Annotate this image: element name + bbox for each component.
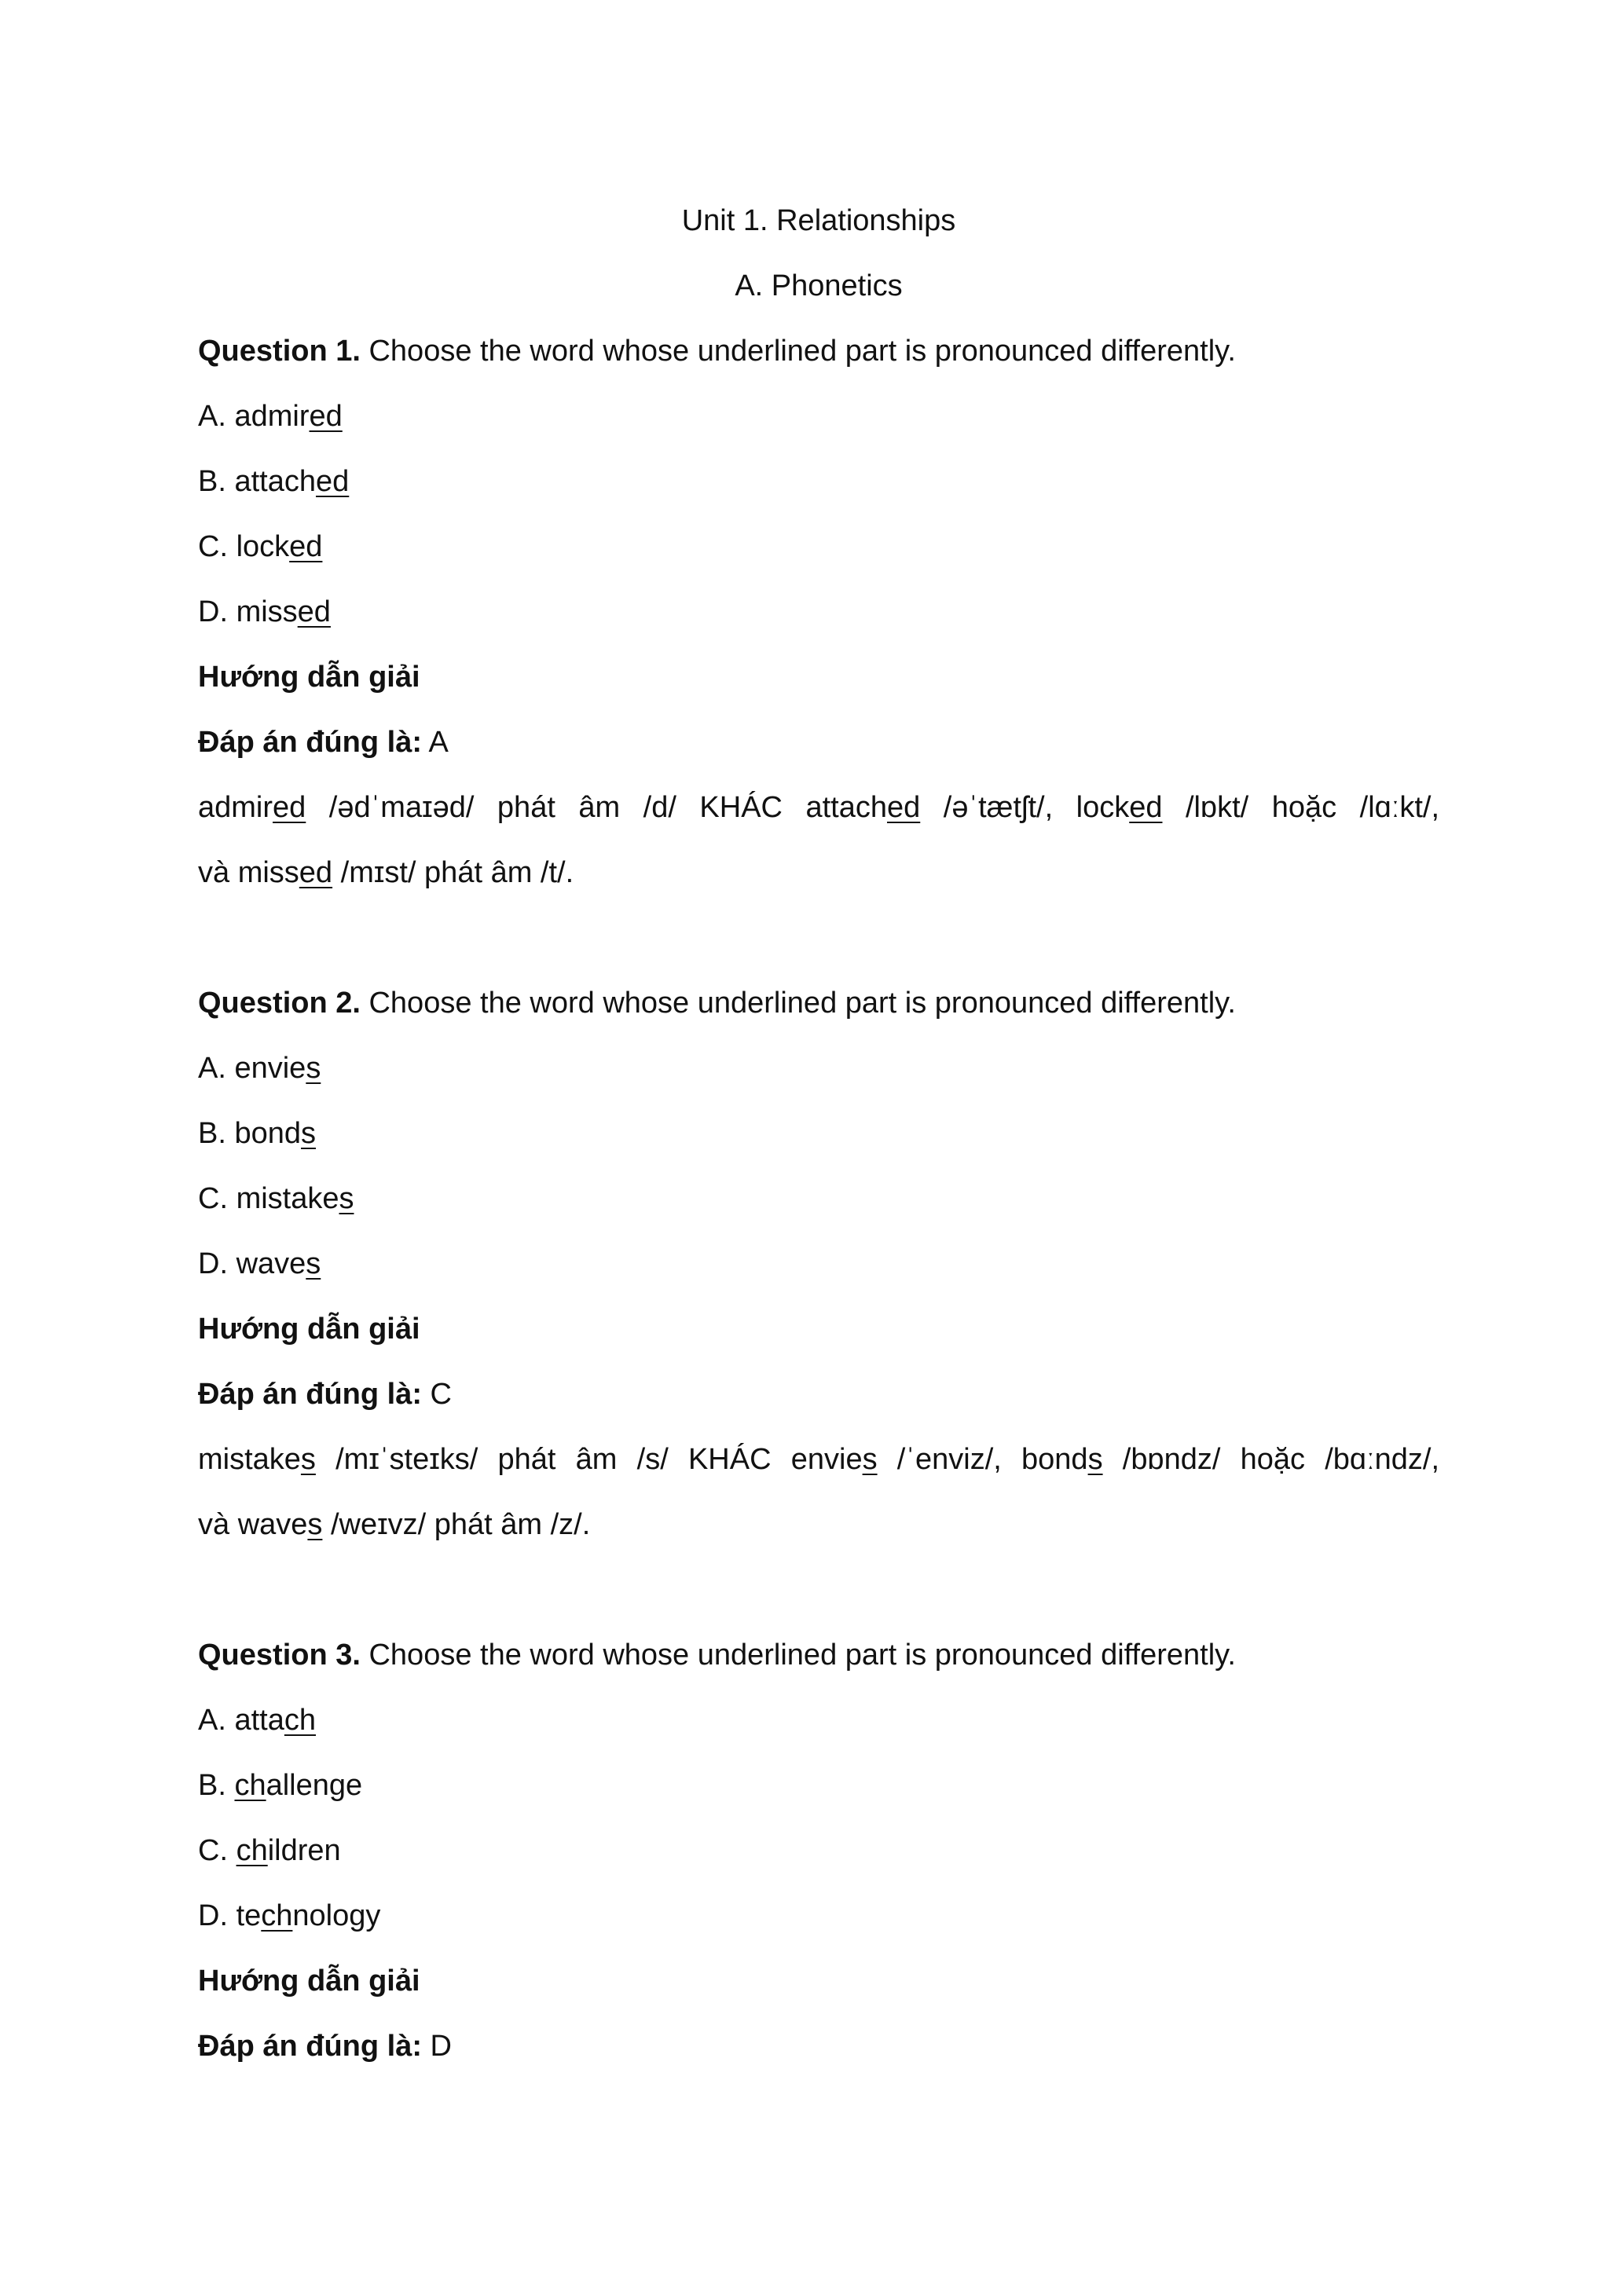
question-text: Choose the word whose underlined part is pronounced differently. (360, 987, 1236, 1020)
option-underlined-part: s (301, 1117, 317, 1150)
answer-option (198, 1101, 1439, 1166)
option-word-start: mistake (236, 1182, 339, 1215)
option-letter: A. (198, 1704, 235, 1737)
explanation-line (198, 1492, 1439, 1558)
answer-option (198, 1166, 1439, 1232)
solution-heading: Hướng dẫn giải (198, 1965, 420, 1998)
option-underlined-part: ed (316, 465, 350, 498)
option-word-start: bond (234, 1117, 302, 1150)
explanation-text: admir (198, 791, 273, 824)
option-underlined-part: ch (284, 1704, 316, 1737)
option-word-start: admir (234, 400, 310, 433)
option-letter: D. (198, 1899, 236, 1932)
explanation-underlined: ed (299, 856, 333, 889)
explanation-line (198, 1427, 1439, 1492)
answer-option (198, 449, 1439, 514)
option-word-start: attach (234, 465, 316, 498)
question-prompt (198, 1623, 1439, 1688)
answer-label: Đáp án đúng là: (198, 726, 422, 759)
option-underlined-part: s (339, 1182, 354, 1215)
explanation-text: /bɒndz/ hoặc /bɑːndz/, (1102, 1443, 1440, 1476)
option-letter: A. (198, 1052, 235, 1085)
question-label: Question 1. (198, 335, 361, 368)
correct-answer (198, 710, 1439, 775)
answer-option (198, 1036, 1439, 1101)
option-letter: B. (198, 1769, 235, 1802)
question-list (198, 319, 1439, 2079)
explanation-text: mistake (198, 1443, 301, 1476)
explanation-underlined: ed (1129, 791, 1163, 824)
spacer (198, 906, 1439, 971)
document-page (198, 189, 1439, 2079)
option-word-start: lock (236, 530, 290, 563)
answer-option (198, 1688, 1439, 1753)
question-block (198, 319, 1439, 971)
answer-label: Đáp án đúng là: (198, 1378, 422, 1411)
option-word-end: ildren (267, 1834, 341, 1867)
option-underlined-part: ed (289, 530, 323, 563)
explanation-text: /mɪˈsteɪks/ phát âm /s/ KHÁC envie (315, 1443, 863, 1476)
question-text: Choose the word whose underlined part is pronounced differently. (360, 335, 1236, 368)
explanation-text: và wave (198, 1508, 308, 1541)
explanation-underlined: s (307, 1508, 323, 1541)
answer-value: D (422, 2030, 452, 2063)
option-word-start: atta (234, 1704, 284, 1737)
answer-option (198, 580, 1439, 645)
explanation-text: /weɪvz/ phát âm /z/. (322, 1508, 591, 1541)
explanation-underlined: ed (273, 791, 306, 824)
explanation-text: /ədˈmaɪəd/ phát âm /d/ KHÁC attach (306, 791, 887, 824)
spacer (198, 1558, 1439, 1623)
option-letter: C. (198, 1182, 236, 1215)
question-text: Choose the word whose underlined part is pronounced differently. (360, 1639, 1236, 1672)
question-label: Question 3. (198, 1639, 361, 1672)
option-word-start: wave (236, 1247, 306, 1280)
option-word-end: allenge (266, 1769, 363, 1802)
option-underlined-part: s (306, 1052, 321, 1085)
option-letter: C. (198, 1834, 236, 1867)
explanation-underlined: s (862, 1443, 878, 1476)
answer-value: C (422, 1378, 452, 1411)
option-underlined-part: s (306, 1247, 321, 1280)
option-word-start: miss (236, 595, 298, 628)
explanation-text: /lɒkt/ hoặc /lɑːkt/, (1162, 791, 1439, 824)
answer-option (198, 514, 1439, 580)
question-block (198, 1623, 1439, 2079)
answer-value: A (422, 726, 449, 759)
option-letter: B. (198, 1117, 235, 1150)
option-letter: D. (198, 1247, 236, 1280)
option-letter: A. (198, 400, 235, 433)
option-letter: B. (198, 465, 235, 498)
section-heading: A. Phonetics (735, 269, 903, 302)
option-underlined-part: ch (261, 1899, 293, 1932)
option-underlined-part: ed (309, 400, 343, 433)
option-underlined-part: ch (236, 1834, 268, 1867)
correct-answer (198, 1362, 1439, 1427)
explanation-text: /mɪst/ phát âm /t/. (332, 856, 574, 889)
option-word-end: nology (292, 1899, 381, 1932)
question-prompt (198, 971, 1439, 1036)
option-word-start: envie (234, 1052, 306, 1085)
question-block (198, 971, 1439, 1623)
answer-label: Đáp án đúng là: (198, 2030, 422, 2063)
answer-option (198, 1753, 1439, 1818)
document-title: Unit 1. Relationships (681, 204, 956, 237)
question-label: Question 2. (198, 987, 361, 1020)
solution-heading: Hướng dẫn giải (198, 1313, 420, 1346)
explanation-text: /əˈtætʃt/, lock (920, 791, 1130, 824)
option-word-start: te (236, 1899, 262, 1932)
answer-option (198, 384, 1439, 449)
option-letter: C. (198, 530, 236, 563)
explanation-underlined: s (1087, 1443, 1103, 1476)
explanation-underlined: ed (887, 791, 921, 824)
explanation-text: /ˈenviz/, bond (877, 1443, 1088, 1476)
option-underlined-part: ed (297, 595, 331, 628)
solution-heading: Hướng dẫn giải (198, 661, 420, 694)
explanation-underlined: s (300, 1443, 316, 1476)
explanation-text: và miss (198, 856, 299, 889)
answer-option (198, 1232, 1439, 1297)
option-letter: D. (198, 595, 236, 628)
question-prompt (198, 319, 1439, 384)
explanation-line (198, 840, 1439, 906)
explanation-line (198, 775, 1439, 840)
option-underlined-part: ch (234, 1769, 266, 1802)
correct-answer (198, 2014, 1439, 2079)
answer-option (198, 1818, 1439, 1884)
answer-option (198, 1884, 1439, 1949)
